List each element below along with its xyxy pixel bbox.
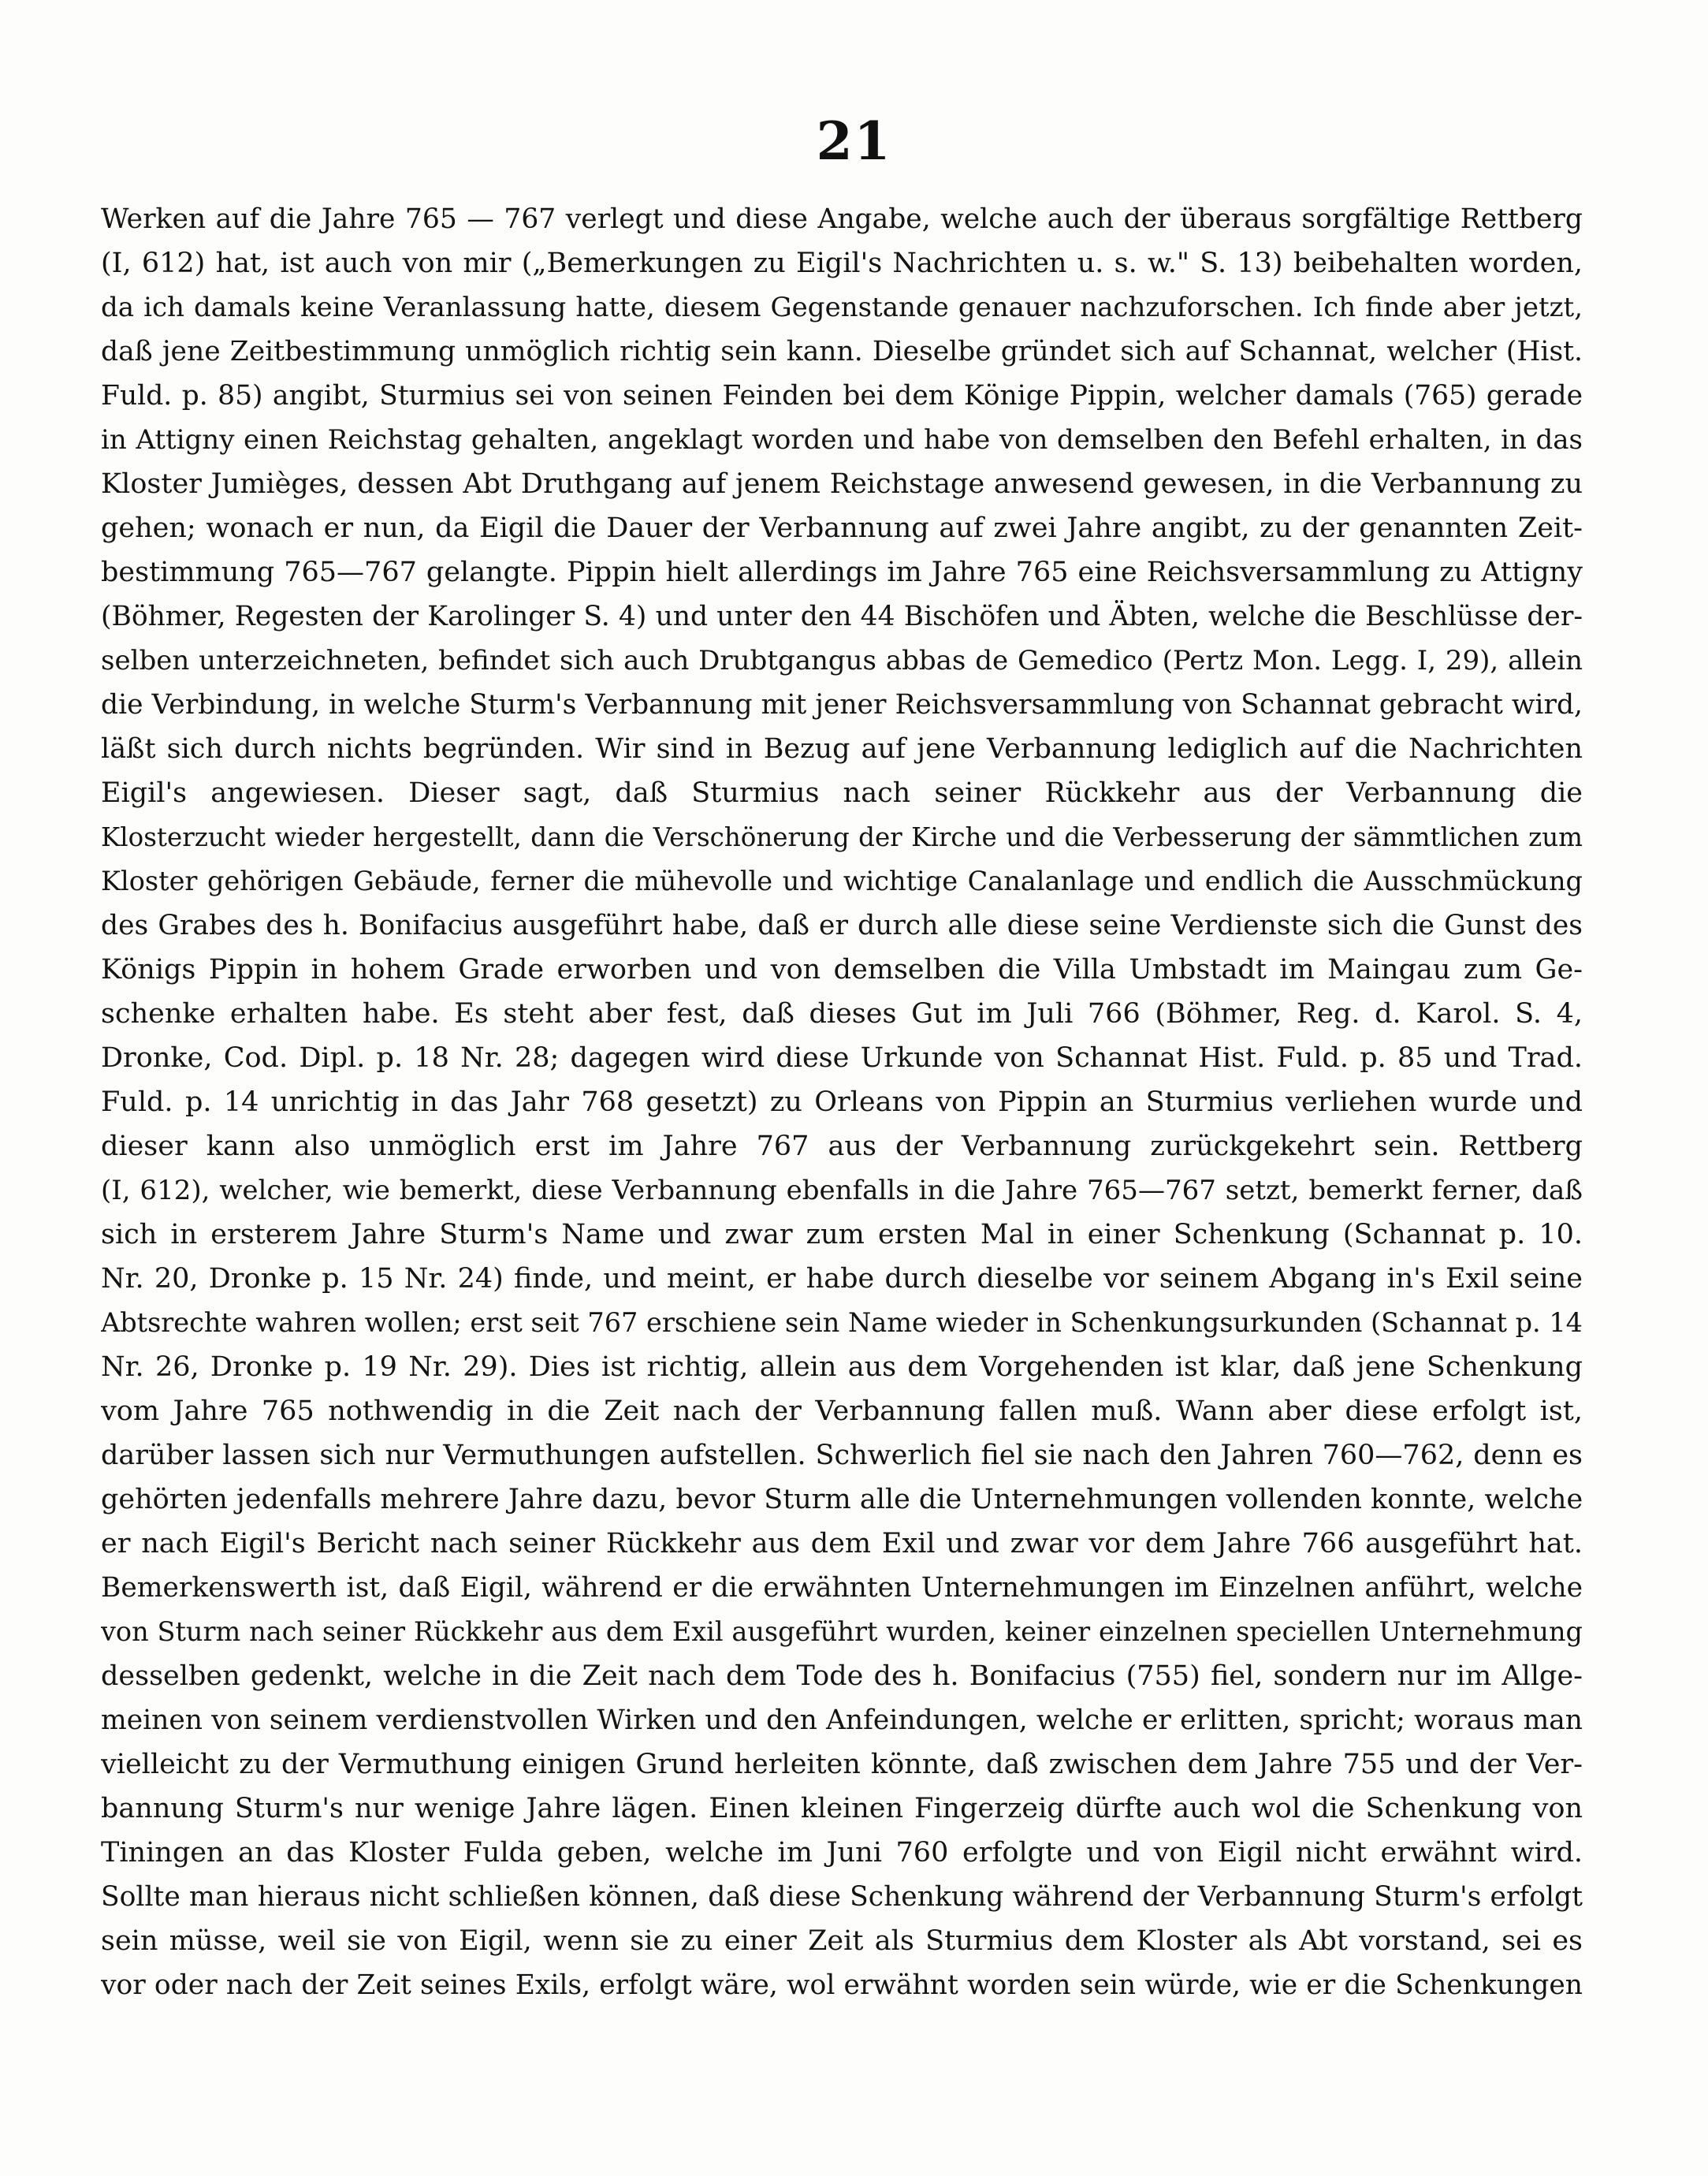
text-line: Werken auf die Jahre 765 — 767 verlegt und diese Angabe, welche auch der überaus sorgfältige Rettberg bbox=[101, 203, 1583, 235]
text-line: selben unterzeichneten, befindet sich auch Drubtgangus abbas de Gemedico (Pertz Mon. Legg. I, 29), allein bbox=[101, 645, 1583, 676]
text-line: meinen von seinem verdienstvollen Wirken und den Anfeindungen, welche er erlitten, spricht; woraus man bbox=[101, 1705, 1583, 1736]
text-line: Bemerkenswerth ist, daß Eigil, während er die erwähnten Unternehmungen im Einzelnen anführt, welche bbox=[101, 1572, 1583, 1604]
text-line: gehen; wonach er nun, da Eigil die Dauer der Verbannung auf zwei Jahre angibt, zu der genannten Zeit- bbox=[101, 512, 1583, 544]
text-line: vielleicht zu der Vermuthung einigen Grund herleiten könnte, daß zwischen dem Jahre 755 und der Ver- bbox=[101, 1749, 1583, 1780]
text-line: Nr. 26, Dronke p. 19 Nr. 29). Dies ist richtig, allein aus dem Vorgehenden ist klar, daß jene Schenkung bbox=[101, 1351, 1583, 1383]
text-line: Kloster Jumièges, dessen Abt Druthgang auf jenem Reichstage anwesend gewesen, in die Verbannung zu bbox=[101, 468, 1583, 500]
text-line: vor oder nach der Zeit seines Exils, erfolgt wäre, wol erwähnt worden sein würde, wie er die Schenkungen bbox=[101, 1969, 1583, 2001]
text-line: Fuld. p. 14 unrichtig in das Jahr 768 gesetzt) zu Orleans von Pippin an Sturmius verliehen wurde und bbox=[101, 1086, 1583, 1118]
text-line: die Verbindung, in welche Sturm's Verbannung mit jener Reichsversammlung von Schannat gebracht wird, bbox=[101, 689, 1583, 721]
text-line: bestimmung 765—767 gelangte. Pippin hielt allerdings im Jahre 765 eine Reichsversammlung zu Attigny bbox=[101, 557, 1583, 588]
text-line: sein müsse, weil sie von Eigil, wenn sie zu einer Zeit als Sturmius dem Kloster als Abt vorstand, sei es bbox=[101, 1925, 1583, 1957]
text-line: von Sturm nach seiner Rückkehr aus dem Exil ausgeführt wurden, keiner einzelnen speciellen Unternehmung bbox=[101, 1616, 1583, 1647]
text-line: er nach Eigil's Bericht nach seiner Rückkehr aus dem Exil und zwar vor dem Jahre 766 ausgeführt hat. bbox=[101, 1528, 1583, 1559]
text-line: Kloster gehörigen Gebäude, ferner die mühevolle und wichtige Canalanlage und endlich die Ausschmückung bbox=[101, 866, 1583, 896]
text-line: (I, 612) hat, ist auch von mir („Bemerkungen zu Eigil's Nachrichten u. s. w." S. 13) beibehalten worden, bbox=[101, 248, 1583, 279]
text-line: Tiningen an das Kloster Fulda geben, welche im Juni 760 erfolgte und von Eigil nicht erwähnt wird. bbox=[101, 1837, 1583, 1869]
text-line: schenke erhalten habe. Es steht aber fest, daß dieses Gut im Juli 766 (Böhmer, Reg. d. Karol. S. 4, bbox=[101, 998, 1583, 1030]
text-line: Dronke, Cod. Dipl. p. 18 Nr. 28; dagegen wird diese Urkunde von Schannat Hist. Fuld. p. 85 und Trad. bbox=[101, 1042, 1583, 1074]
text-line: Eigil's angewiesen. Dieser sagt, daß Sturmius nach seiner Rückkehr aus der Verbannung die bbox=[101, 777, 1583, 809]
text-line: darüber lassen sich nur Vermuthungen aufstellen. Schwerlich fiel sie nach den Jahren 760—762, denn es bbox=[101, 1440, 1583, 1471]
text-line: da ich damals keine Veranlassung hatte, diesem Gegenstande genauer nachzuforschen. Ich finde aber jetzt, bbox=[101, 292, 1583, 323]
text-line: Sollte man hieraus nicht schließen können, daß diese Schenkung während der Verbannung Sturm's erfolgt bbox=[101, 1881, 1583, 1913]
text-line: vom Jahre 765 nothwendig in die Zeit nach der Verbannung fallen muß. Wann aber diese erfolgt ist, bbox=[101, 1395, 1583, 1427]
text-line: daß jene Zeitbestimmung unmöglich richtig sein kann. Dieselbe gründet sich auf Schannat, welcher (Hist. bbox=[101, 336, 1583, 367]
text-line: (I, 612), welcher, wie bemerkt, diese Verbannung ebenfalls in die Jahre 765—767 setzt, bemerkt ferner, daß bbox=[101, 1175, 1583, 1206]
text-line: gehörten jedenfalls mehrere Jahre dazu, bevor Sturm alle die Unternehmungen vollenden konnte, welche bbox=[101, 1484, 1583, 1515]
text-line: (Böhmer, Regesten der Karolinger S. 4) und unter den 44 Bischöfen und Äbten, welche die Beschlüsse der- bbox=[101, 601, 1583, 632]
text-line: Klosterzucht wieder hergestellt, dann die Verschönerung der Kirche und die Verbesserung der sämmtlichen zum bbox=[101, 822, 1583, 852]
text-line: des Grabes des h. Bonifacius ausgeführt habe, daß er durch alle diese seine Verdienste sich die Gunst des bbox=[101, 910, 1583, 941]
page-number: 21 bbox=[816, 110, 892, 172]
text-line: desselben gedenkt, welche in die Zeit nach dem Tode des h. Bonifacius (755) fiel, sondern nur im Allge- bbox=[101, 1660, 1583, 1692]
text-line: bannung Sturm's nur wenige Jahre lägen. Einen kleinen Fingerzeig dürfte auch wol die Schenkung von bbox=[101, 1793, 1583, 1824]
text-line: Nr. 20, Dronke p. 15 Nr. 24) finde, und meint, er habe durch dieselbe vor seinem Abgang in's Exil seine bbox=[101, 1263, 1583, 1295]
text-line: in Attigny einen Reichstag gehalten, angeklagt worden und habe von demselben den Befehl erhalten, in das bbox=[101, 424, 1583, 456]
body-text bbox=[101, 197, 1583, 2007]
text-line: Abtsrechte wahren wollen; erst seit 767 erschiene sein Name wieder in Schenkungsurkunden (Schannat p. 14 bbox=[101, 1307, 1583, 1338]
text-line: dieser kann also unmöglich erst im Jahre 767 aus der Verbannung zurückgekehrt sein. Rettberg bbox=[101, 1131, 1583, 1162]
text-line: Königs Pippin in hohem Grade erworben und von demselben die Villa Umbstadt im Maingau zum Ge- bbox=[101, 954, 1583, 986]
text-line: Fuld. p. 85) angibt, Sturmius sei von seinen Feinden bei dem Könige Pippin, welcher damals (765) gerade bbox=[101, 380, 1583, 412]
text-line: läßt sich durch nichts begründen. Wir sind in Bezug auf jene Verbannung lediglich auf die Nachrichten bbox=[101, 733, 1583, 765]
text-line: sich in ersterem Jahre Sturm's Name und zwar zum ersten Mal in einer Schenkung (Schannat p. 10. bbox=[101, 1219, 1583, 1250]
